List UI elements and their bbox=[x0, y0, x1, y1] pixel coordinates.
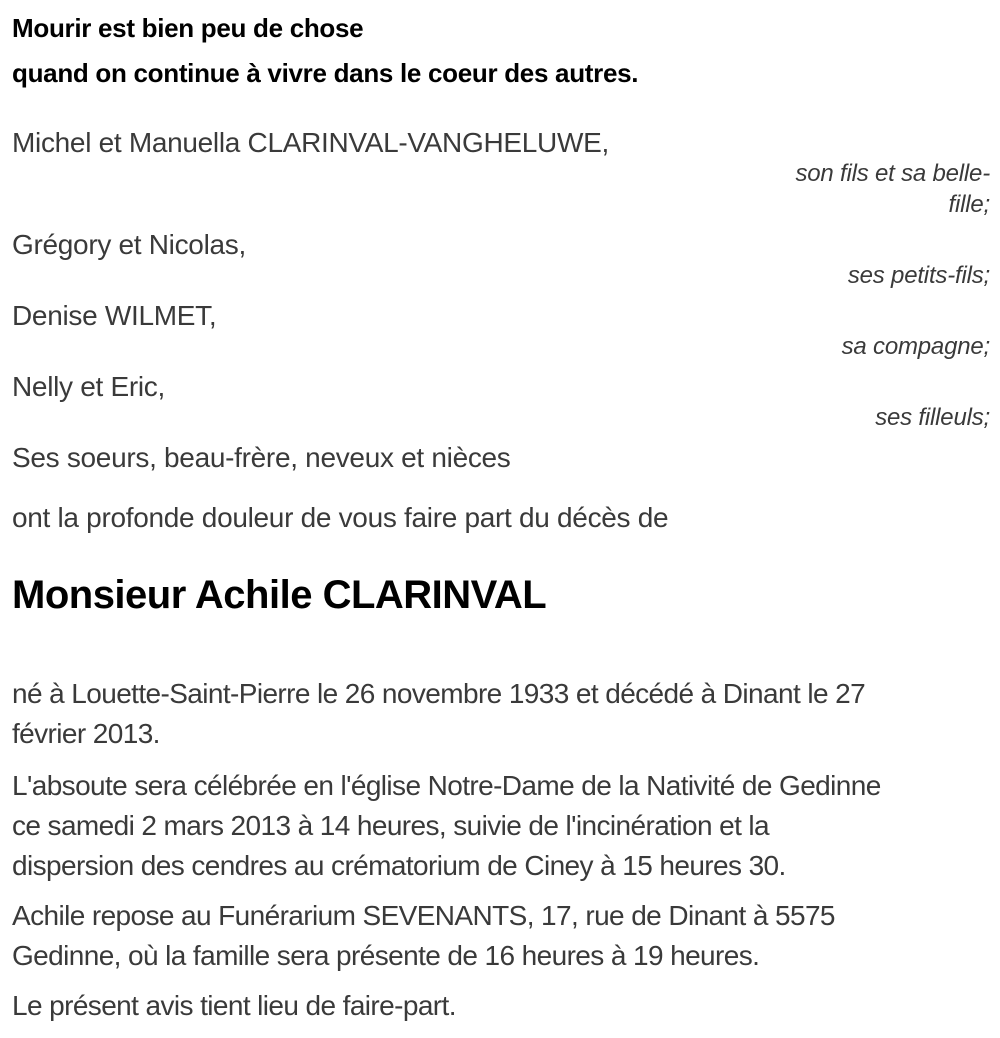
family-member-name: Michel et Manuella CLARINVAL-VANGHELUWE, bbox=[12, 127, 609, 158]
family-entry bbox=[12, 372, 990, 433]
paragraph-line: dispersion des cendres au crématorium de Ciney à 15 heures 30. bbox=[12, 850, 786, 881]
family-entry bbox=[12, 443, 990, 473]
paragraph-line: Achile repose au Funérarium SEVENANTS, 17, rue de Dinant à 5575 bbox=[12, 900, 835, 931]
paragraph-line: Le présent avis tient lieu de faire-part. bbox=[12, 990, 456, 1021]
paragraph-line: né à Louette-Saint-Pierre le 26 novembre 1933 et décédé à Dinant le 27 bbox=[12, 678, 866, 709]
family-relation: sa compagne; bbox=[841, 333, 990, 360]
epitaph-line-1: Mourir est bien peu de chose bbox=[12, 13, 364, 43]
notice-paragraph bbox=[12, 986, 990, 1026]
birth-death-paragraph bbox=[12, 674, 990, 754]
family-member-name: Nelly et Eric, bbox=[12, 371, 165, 402]
family-entry bbox=[12, 301, 990, 362]
family-member-name: Ses soeurs, beau-frère, neveux et nièces bbox=[12, 442, 511, 473]
paragraph-line: ce samedi 2 mars 2013 à 14 heures, suivie de l'incinération et la bbox=[12, 810, 770, 841]
paragraph-line: L'absoute sera célébrée en l'église Notre-Dame de la Nativité de Gedinne bbox=[12, 770, 881, 801]
paragraph-line: février 2013. bbox=[12, 718, 160, 749]
ceremony-paragraph bbox=[12, 766, 990, 886]
announcement-intro: ont la profonde douleur de vous faire part du décès de bbox=[12, 502, 669, 533]
family-member-name: Denise WILMET, bbox=[12, 300, 217, 331]
family-member-name: Grégory et Nicolas, bbox=[12, 229, 246, 260]
epitaph-line-2: quand on continue à vivre dans le coeur des autres. bbox=[12, 58, 639, 88]
family-relation: ses petits-fils; bbox=[847, 262, 990, 289]
deceased-name-heading: Monsieur Achile CLARINVAL bbox=[12, 573, 547, 617]
funerarium-paragraph bbox=[12, 896, 990, 976]
family-entry bbox=[12, 128, 990, 220]
family-entry bbox=[12, 230, 990, 291]
family-relation: fille; bbox=[948, 191, 990, 218]
paragraph-line: Gedinne, où la famille sera présente de 16 heures à 19 heures. bbox=[12, 940, 760, 971]
family-list bbox=[12, 128, 990, 473]
family-relation: ses filleuls; bbox=[875, 404, 990, 431]
epitaph bbox=[12, 6, 990, 96]
family-relation: son fils et sa belle- bbox=[795, 160, 990, 187]
